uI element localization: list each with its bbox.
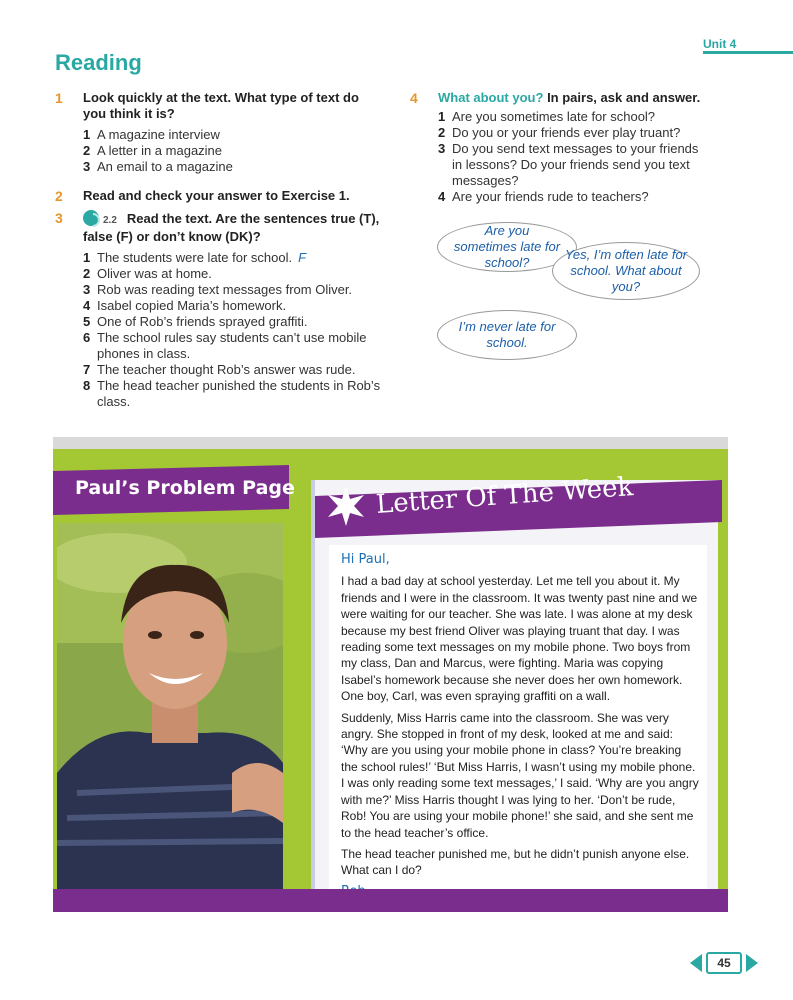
list-item: 8 The head teacher punished the students in Rob’s class. [83,378,381,409]
panel-bottom-strip [53,889,728,912]
letter-paragraph: I had a bad day at school yesterday. Let me tell you about it. My friends and I were in the classroom. It was twenty past nine and we were waiting for our teacher. She was late. I was alone at my desk because my best friend Oliver was playing truant that day. I was reading some text messages on my mobile phone. Two boys from my class, Dan and Marcus, were fighting. Maria was copying Isabel’s homework because she never does her own homework. One boy, Carl, was even spraying graffiti on a wall. [341,574,698,704]
exercise-instruction: Read the text. Are the sentences true (T), false (F) or don’t know (DK)? [83,211,380,244]
example-answer: F [298,250,307,265]
list-item: 4 Isabel copied Maria’s homework. [83,298,287,313]
exercise-3 [55,210,385,410]
page-navigation [690,952,758,974]
list-item: 7 The teacher thought Rob’s answer was rude. [83,362,356,377]
list-item: 1 The students were late for school. F [83,250,307,265]
list-item: 3 Do you send text messages to your friends in lessons? Do your friends send you text messages? [438,141,699,188]
list-item: 1 Are you sometimes late for school? [438,109,656,124]
page-number: 45 [706,952,742,974]
exercise-instruction: In pairs, ask and answer. [547,90,701,105]
unit-label: Unit 4 [703,37,737,51]
list-item: 3 An email to a magazine [83,159,233,174]
arrow-right-icon[interactable] [746,954,758,972]
letter-title: Letter Of The Week [375,472,635,520]
letter-paragraph: Suddenly, Miss Harris came into the classroom. She was very angry. She stopped in front of my desk, looked at me and said: ‘Why are you using your mobile phone in class? You’re breaking the school rules!’ ‘But Miss Harris, I wasn’t using my mobile phone. I was only reading some text messages,’ I said. ‘Why are you angry with me?’ Miss Harris thought I was lying to her. ‘Don’t be rude, Rob! You are using your mobile phone!’ she said, and she sent me to the head teacher’s office. [341,710,699,840]
audio-cd-icon[interactable] [83,210,99,226]
letter-greeting: Hi Paul, [341,552,390,567]
problem-page-panel [53,437,728,912]
exercise-number: 3 [55,210,63,226]
exercise-highlight: What about you? [438,90,544,105]
exercise-number: 4 [410,90,418,106]
list-item: 1 A magazine interview [83,127,220,142]
list-item: 4 Are your friends rude to teachers? [438,189,649,204]
list-item: 5 One of Rob’s friends sprayed graffiti. [83,314,308,329]
exercise-instruction-wrap [438,90,710,106]
list-item: 2 A letter in a magazine [83,143,223,158]
arrow-left-icon[interactable] [690,954,702,972]
panel-top-strip [53,437,728,449]
letter-body [329,545,707,895]
star-icon [325,485,367,527]
exercise-1 [55,90,385,175]
exercise-question: Look quickly at the text. What type of text do you think it is? [83,90,359,121]
exercise-number: 2 [55,188,63,204]
list-item: 2 Oliver was at home. [83,266,212,281]
section-title: Reading [55,50,142,75]
exercise-instruction-wrap [83,210,385,245]
options-list [83,127,385,175]
speech-bubble-reply: I’m never late for school. [437,310,577,360]
questions-list [438,109,710,205]
statements-list [83,250,385,410]
list-item: 6 The school rules say students can’t use mobile phones in class. [83,330,367,361]
problem-page-title: Paul’s Problem Page [75,477,295,499]
speech-bubble-question: Are you sometimes late for school? [437,222,577,272]
list-item: 3 Rob was reading text messages from Oliver. [83,282,353,297]
photo-young-man [57,523,283,889]
letter-card [311,472,718,905]
exercise-4 [410,90,710,205]
speech-bubble-answer: Yes, I’m often late for school. What about you? [552,242,700,300]
track-number: 2.2 [103,215,117,226]
exercise-number: 1 [55,90,63,106]
unit-underline [703,51,793,54]
letter-paragraph: The head teacher punished me, but he didn’t punish anyone else. What can I do? [341,846,690,878]
exercise-instruction: Read and check your answer to Exercise 1. [83,188,350,203]
exercise-2 [55,188,385,204]
list-item: 2 Do you or your friends ever play truant? [438,125,681,140]
